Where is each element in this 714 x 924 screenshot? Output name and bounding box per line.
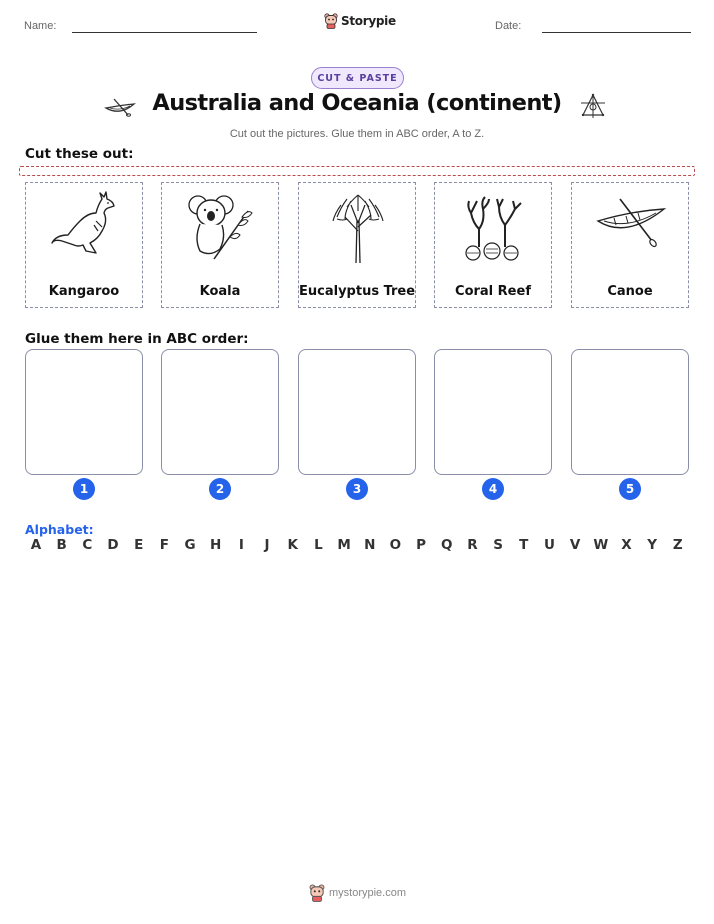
kangaroo-icon [50,191,120,259]
alphabet-letter: L [314,537,323,553]
glue-slot-2[interactable] [161,349,279,475]
cut-card-coral-reef[interactable] [434,182,552,308]
alphabet-letter: H [210,537,222,553]
slot-number-3: 3 [346,478,368,500]
storypie-mascot-icon [324,13,338,29]
alphabet-letter: E [134,537,144,553]
storypie-mascot-icon [309,884,325,902]
slot-number-1: 1 [73,478,95,500]
alphabet-letter: O [389,537,402,553]
date-line [542,32,691,33]
alphabet-letter: N [364,537,376,553]
alphabet-letter: Y [647,537,658,553]
brand-logo [324,13,396,29]
alphabet-letter: U [543,537,555,553]
alphabet-letter: J [264,537,270,553]
card-label: Koala [199,284,241,299]
alphabet-letter: C [82,537,93,553]
cut-heading: Cut these out: [25,146,134,162]
card-label: Coral Reef [455,284,531,299]
boomerang-art-icon [578,91,608,121]
canoe-icon [104,96,136,118]
alphabet-letter: D [107,537,119,553]
alphabet-letter: X [621,537,632,553]
alphabet-letter: B [56,537,67,553]
alphabet-letter: F [159,537,169,553]
cut-card-eucalyptus-tree[interactable] [298,182,416,308]
alphabet-letter: K [287,537,298,553]
slot-number-5: 5 [619,478,641,500]
instructions: Cut out the pictures. Glue them in ABC order, A to Z. [229,128,485,140]
slot-number-4: 4 [482,478,504,500]
cut-card-koala[interactable] [161,182,279,308]
glue-slot-3[interactable] [298,349,416,475]
canoe-icon [596,191,668,251]
activity-badge: CUT & PASTE [311,67,404,89]
name-line [72,32,257,33]
slot-number-2: 2 [209,478,231,500]
cut-card-kangaroo[interactable] [25,182,143,308]
alphabet-letter: W [593,537,609,553]
card-label: Kangaroo [48,284,120,299]
alphabet-letter: Q [441,537,453,553]
glue-slot-1[interactable] [25,349,143,475]
cut-card-canoe[interactable] [571,182,689,308]
cut-dashed-line [19,166,695,176]
glue-slot-5[interactable] [571,349,689,475]
brand-name: Storypie [341,14,396,28]
eucalyptus-tree-icon [323,191,393,263]
footer [309,884,406,902]
alphabet-letter: T [519,537,529,553]
coral-reef-icon [459,191,529,263]
alphabet-letter: M [337,537,351,553]
date-label: Date: [495,20,522,32]
footer-url: mystorypie.com [329,887,407,899]
alphabet-letter: S [493,537,503,553]
koala-icon [186,191,256,261]
name-label: Name: [24,20,57,32]
alphabet-letter: V [569,537,581,553]
card-label: Canoe [607,284,653,299]
card-label: Eucalyptus Tree [299,284,416,299]
alphabet-heading: Alphabet: [25,522,94,537]
alphabet-letter: R [467,537,478,553]
page-title: Australia and Oceania (continent) [152,90,562,116]
glue-heading: Glue them here in ABC order: [25,331,249,347]
alphabet-letter: A [30,537,42,553]
alphabet-letter: G [184,537,196,553]
alphabet-letter: P [416,537,427,553]
alphabet-letter: I [238,537,244,553]
glue-slot-4[interactable] [434,349,552,475]
alphabet-row [25,537,689,553]
alphabet-letter: Z [672,537,683,553]
